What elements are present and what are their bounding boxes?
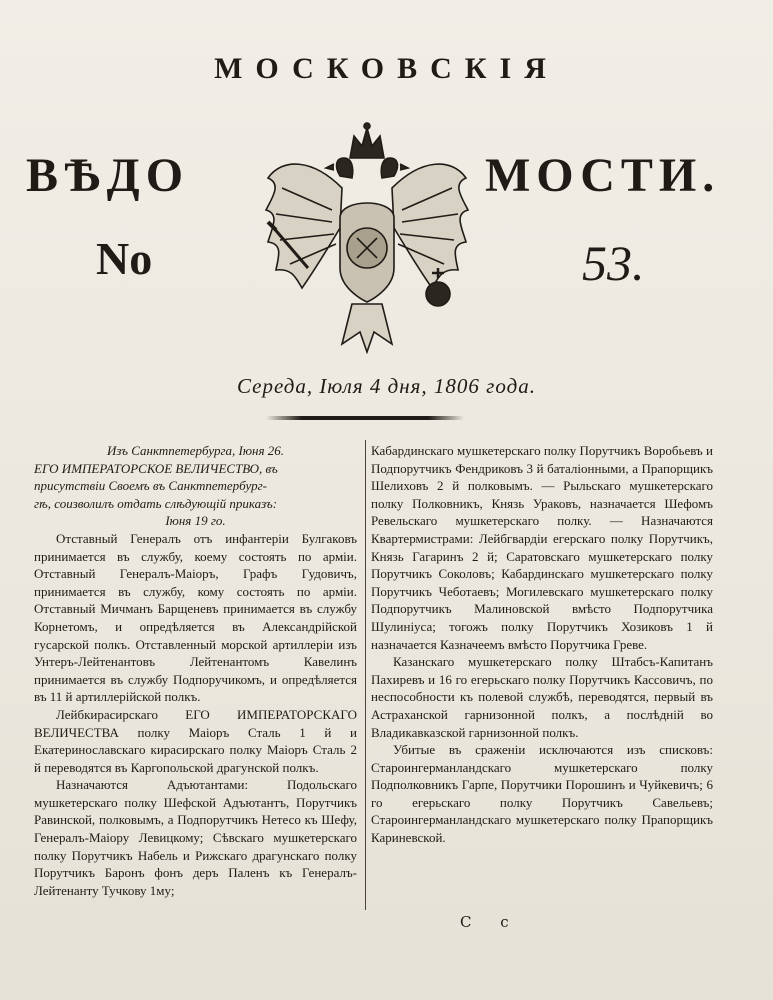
article-paragraph: Казанскаго мушкетерскаго полку Штабсъ-Капитанъ Пахиревъ и 16 го егерьскаго полку Порутчикъ Кассовичъ, по неспособности къ полевой службѣ, переводятся, первый въ Астраханской гарнизонной полкъ, а послѣдній во Владикавказской гарнизонной полкъ. [371,654,713,740]
right-column [371,442,713,847]
column-divider [365,440,366,910]
double-headed-eagle-emblem [262,118,472,354]
dispatch-heading: Изъ Санктпетербурга, Іюня 26. [106,443,285,458]
decree-intro-line-1: ЕГО ИМПЕРАТОРСКОЕ ВЕЛИЧЕСТВО, въ [34,460,278,476]
article-paragraph: Кабардинскаго мушкетерскаго полку Порутчикъ Воробьевъ и Подпорутчикъ Фендриковъ 3 й баталіонными, а Прапорщикъ Шелиховъ 2 й полковымъ. — Рыльскаго мушкетерскаго полку Полковникъ, Князь Ураковъ, назначается Шефомъ Ревельскаго мушкетерскаго полку. — Назначаются Квартермистрами: Лейбгвардіи егерскаго полку Порутчикъ, Князь Гагаринъ 2 й; Саратовскаго мушкетерскаго полку Порутчикъ Соколовъ; Кабардинскаго мушкетерскаго полку Порутчикъ Чеботаевъ; Могилевскаго мушкетерскаго полку Подпорутчикъ Малиновской вмѣсто Подпорутчика Шулиніуса; тогожъ полку Порутчикъ Хозиковъ 1 й назначается Казначеемъ вмѣсто Порутчика Греве. [371,443,713,652]
ornamental-rule [266,416,464,420]
masthead-top-title: МОСКОВСКІЯ [214,52,559,85]
masthead-word-right: МОСТИ. [485,149,721,202]
article-paragraph: Лейбкирасирскаго ЕГО ИМПЕРАТОРСКАГО ВЕЛИЧЕСТВА полку Маіоръ Сталь 1 й и Екатеринославскаго кирасирскаго полку Маіоръ Сталь 2 й переводятся въ Каргопольской драгунской полкъ. [34,706,357,775]
issue-number-value: 53. [582,235,645,291]
left-column [34,442,357,899]
decree-date: Іюня 19 го. [165,513,226,529]
article-paragraph: Назначаются Адъютантами: Подольскаго мушкетерскаго полку Шефской Адъютантъ, Порутчикъ Равинской, полковымъ, а Подпорутчикъ Нетесо къ Шефу, Генералъ-Маіору Левицкому; Сѣвскаго мушкетерскаго полку Порутчикъ Набель и Рижскаго драгунскаго полку Порутчикъ Баронъ фонъ деръ Паленъ къ Генералъ-Лейтенанту Тучкову 1му; [34,777,357,898]
decree-intro-line-2: присутствіи Своемъ въ Санктпетербург- [34,478,267,494]
article-paragraph: Отставный Генералъ отъ инфантеріи Булгаковъ принимается въ службу, коему состоять по арміи. Отставный Генералъ-Маіоръ, Графъ Гудовичъ, принимается въ службу, кому состоять по арміи. Отставный Мичманъ Барщеневъ принимается въ службу Корнетомъ, и опредѣляется въ Александрійской гусарской полкъ. Отставленный морской артиллеріи изъ Унтеръ-Лейтенантовъ Лейтенантомъ Кавелинъ принимается въ службу Подпоручикомъ, и опредѣляется въ 11 й артиллерійской полкъ. [34,530,357,705]
issue-number-label: No [96,233,153,284]
issue-dateline: Середа, Іюля 4 дня, 1806 года. [237,374,536,398]
catchword: С с [460,913,521,931]
masthead-word-left: ВѢДО [26,149,190,202]
decree-intro-line-3: гѣ, соизволилъ отдать слѣдующій приказъ: [34,495,278,511]
article-paragraph: Убитые въ сраженіи исключаются изъ списковъ: Староингерманландскаго мушкетерскаго полку Подполковникъ Гарпе, Порутчики Порошинъ и Чуйкевичъ; 6 го егерьскаго полку Порутчикъ Савельевъ; Староингерманландскаго мушкетерскаго полку Прапорщикъ Кариневской. [371,742,713,846]
